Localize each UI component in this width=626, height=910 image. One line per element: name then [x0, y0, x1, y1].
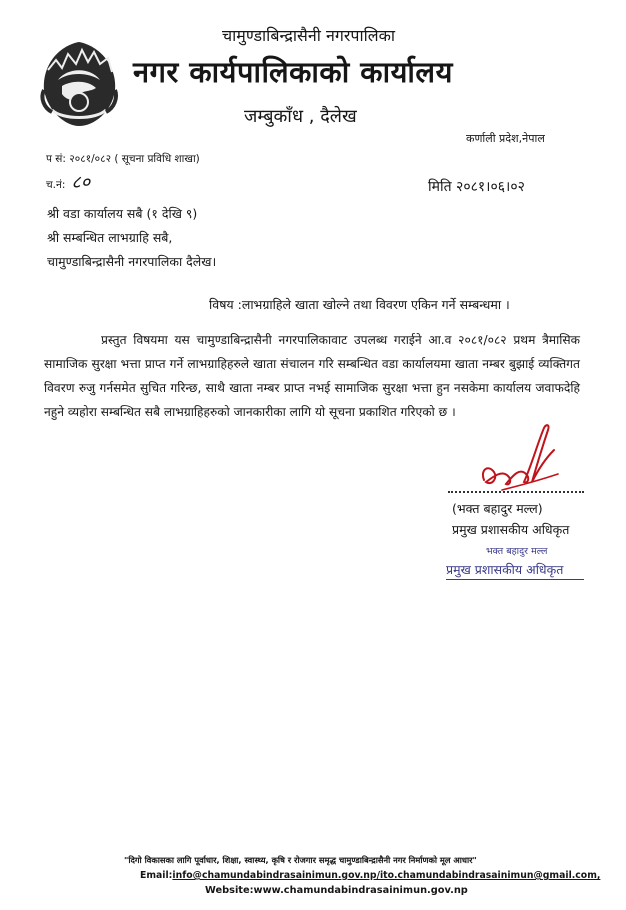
stamp-name: भक्त बहादुर मल्ल — [486, 546, 548, 557]
reference-number: प सं: २०८१/०८२ ( सूचना प्रविधि शाखा) — [46, 153, 200, 165]
signature-line — [448, 491, 584, 493]
letter-body: प्रस्तुत विषयमा यस चामुण्डाबिन्द्रासैनी नगरपालिकावाट उपलब्ध गराईने आ.व २०८१/०८२ प्रथम त्रैमासिक सामाजिक सुरक्षा भत्ता प्राप्त गर्ने लाभग्राहिहरुले खाता संचालन गरि सम्बन्धित वडा कार्यालयमा खाता नम्बर बुझाई व्यक्तिगत विवरण रुजु गर्नसमेत सुचित गरिन्छ, साथै खाता नम्बर प्राप्त नभई सामाजिक सुरक्षा भत्ता हुन नसकेमा कार्यालय जवाफदेहि नहुने व्यहोरा सम्बन्धित सबै लाभग्राहिहरुको जानकारीका लागि यो सूचना प्रकाशित गरिएको छ । — [44, 333, 580, 419]
footer-website[interactable]: Website:www.chamundabindrasainimun.gov.np — [205, 885, 468, 896]
recipient-line: चामुण्डाबिन्द्रासैनी नगरपालिका दैलेख। — [47, 254, 217, 269]
province-label: कर्णाली प्रदेश,नेपाल — [466, 132, 545, 145]
handwritten-signature-icon — [474, 420, 564, 496]
letter-date: मिति २०८१।०६।०२ — [428, 179, 525, 195]
stamp-underline — [446, 579, 584, 580]
office-address: जम्बुकाँध , दैलेख — [244, 106, 357, 127]
signatory-name: (भक्त बहादुर मल्ल) — [452, 501, 543, 516]
dispatch-number-row — [46, 170, 90, 194]
email-link[interactable]: info@chamundabindrasainimun.gov.np/ito.chamundabindrasainimun@gmail.com, — [172, 870, 601, 881]
email-label: Email: — [140, 870, 173, 881]
signatory-title: प्रमुख प्रशासकीय अधिकृत — [452, 522, 570, 537]
footer-email — [140, 870, 600, 881]
dispatch-number: ८० — [71, 172, 91, 193]
footer-motto: "दिगो विकासका लागि पूर्वाधार, शिक्षा, स्वास्थ्य, कृषि र रोजगार समृद्ध चामुण्डाबिन्द्रासैनी नगर निर्माणको मूल आधार" — [124, 855, 477, 865]
office-title: नगर कार्यपालिकाको कार्यालय — [133, 55, 453, 89]
nepal-government-emblem-icon — [38, 40, 120, 128]
stamp-title: प्रमुख प्रशासकीय अधिकृत — [446, 562, 564, 577]
dispatch-label: च.नं: — [46, 179, 66, 191]
municipality-name: चामुण्डाबिन्द्रासैनी नगरपालिका — [222, 26, 396, 45]
letter-subject: विषय :लाभग्राहिले खाता खोल्ने तथा विवरण एकिन गर्ने सम्बन्धमा । — [209, 297, 510, 312]
recipient-line: श्री सम्बन्धित लाभग्राहि सबै, — [47, 230, 173, 245]
recipient-line: श्री वडा कार्यालय सबै (१ देखि ९) — [47, 206, 198, 221]
